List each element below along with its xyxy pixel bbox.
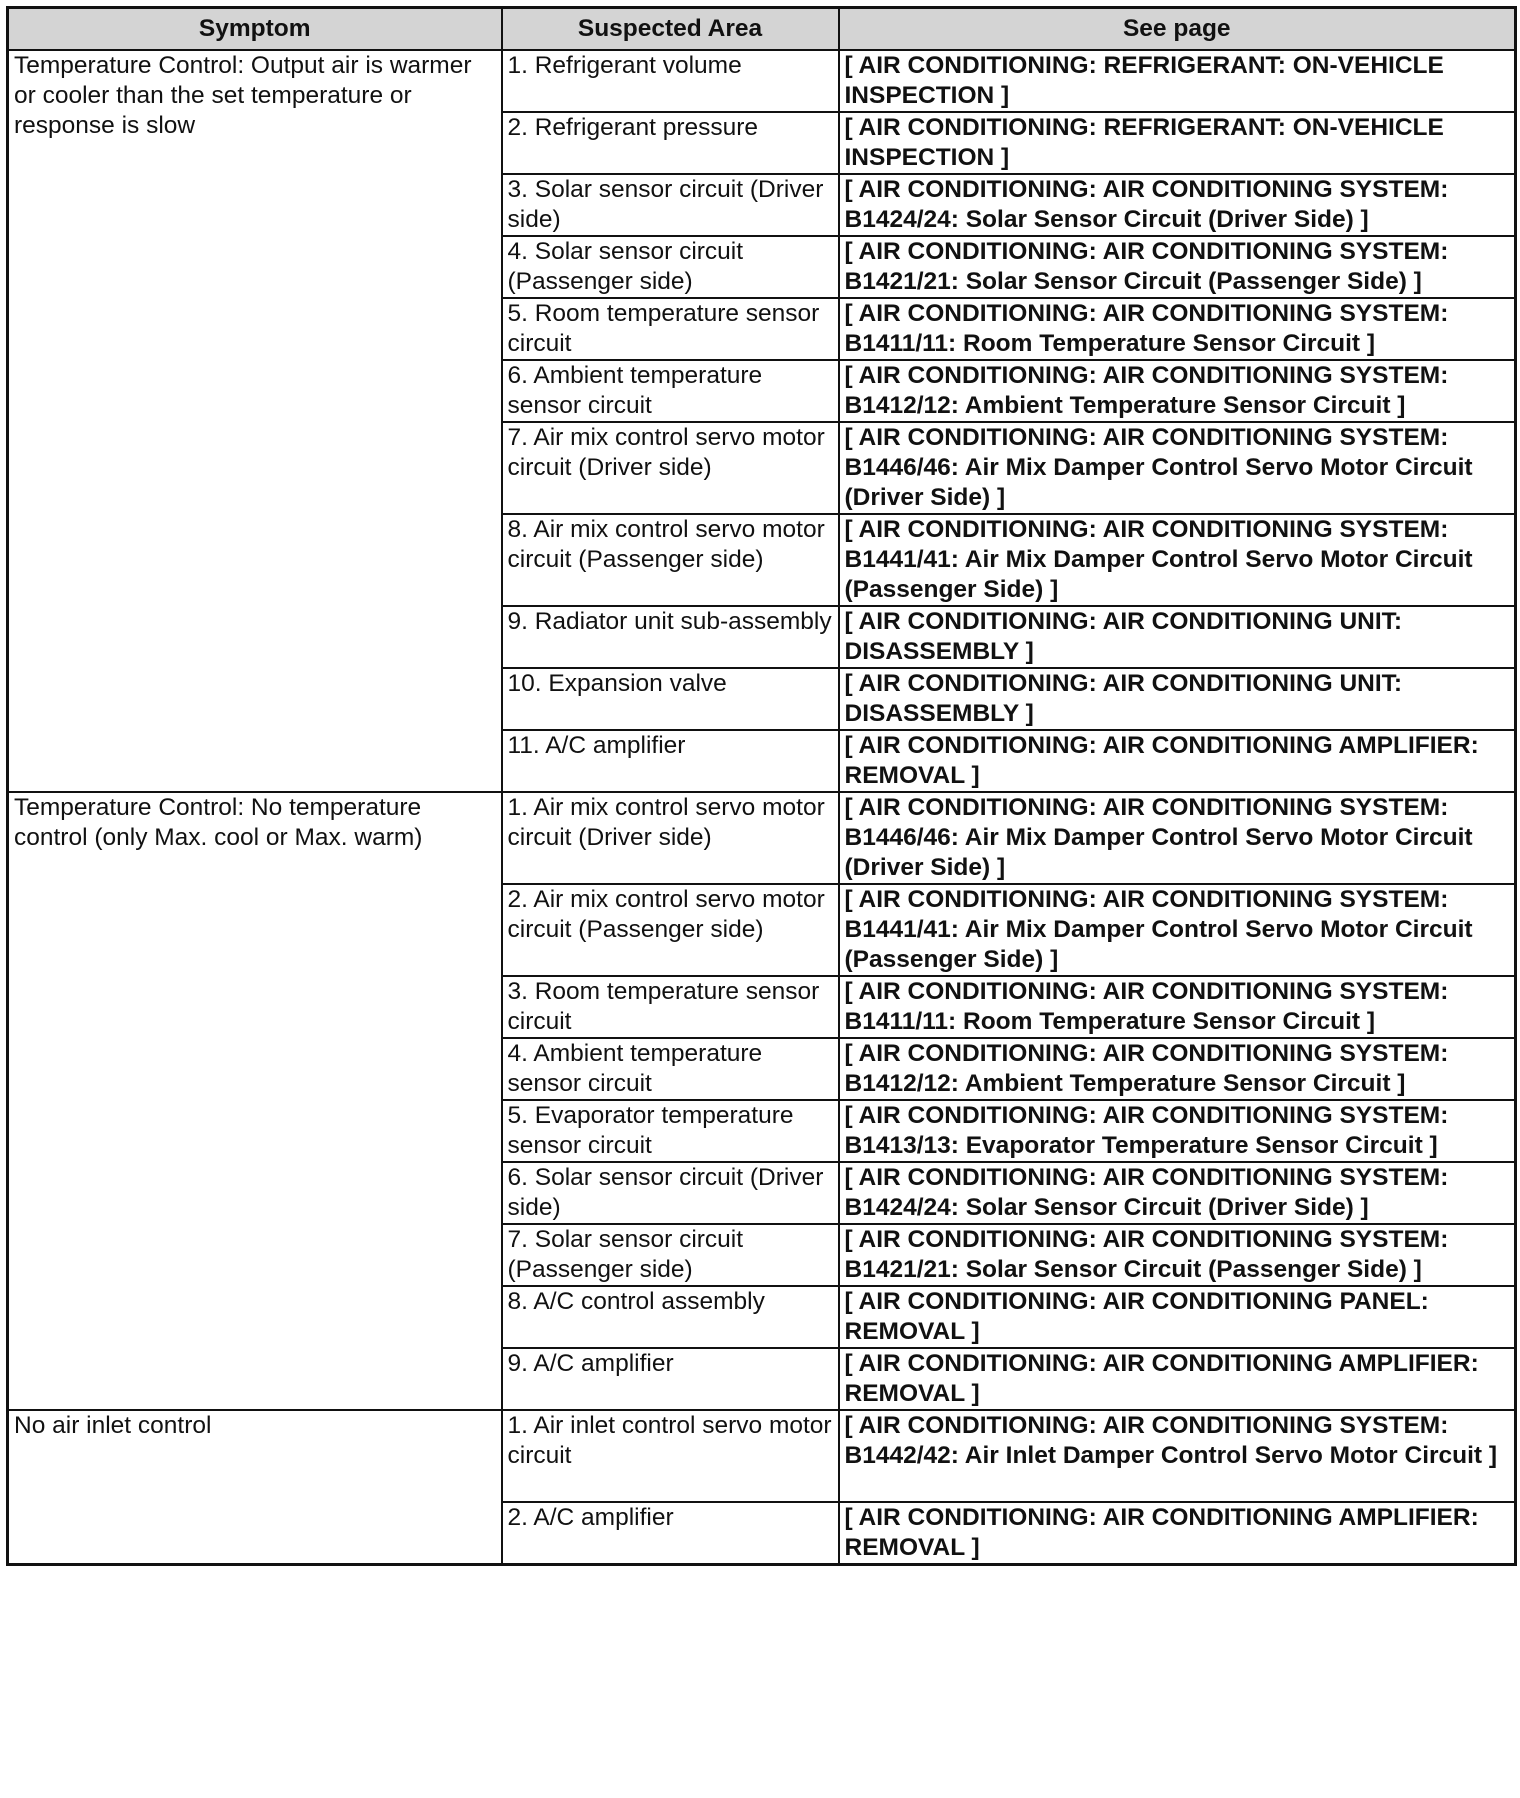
see-page-reference[interactable]: [ AIR CONDITIONING: AIR CONDITIONING SYSTEM: B1446/46: Air Mix Damper Control Servo Motor Circuit (Driver Side) ] xyxy=(839,792,1516,884)
suspected-area-cell: 1. Refrigerant volume xyxy=(502,50,839,112)
see-page-reference[interactable]: [ AIR CONDITIONING: AIR CONDITIONING SYSTEM: B1411/11: Room Temperature Sensor Circuit ] xyxy=(839,976,1516,1038)
suspected-area-cell: 1. Air mix control servo motor circuit (Driver side) xyxy=(502,792,839,884)
see-page-reference[interactable]: [ AIR CONDITIONING: AIR CONDITIONING SYSTEM: B1421/21: Solar Sensor Circuit (Passenger Side) ] xyxy=(839,236,1516,298)
see-page-reference[interactable]: [ AIR CONDITIONING: AIR CONDITIONING SYSTEM: B1442/42: Air Inlet Damper Control Servo Motor Circuit ] xyxy=(839,1410,1516,1502)
suspected-area-cell: 2. Refrigerant pressure xyxy=(502,112,839,174)
suspected-area-cell: 3. Solar sensor circuit (Driver side) xyxy=(502,174,839,236)
suspected-area-cell: 5. Evaporator temperature sensor circuit xyxy=(502,1100,839,1162)
see-page-reference[interactable]: [ AIR CONDITIONING: AIR CONDITIONING SYSTEM: B1424/24: Solar Sensor Circuit (Driver Side) ] xyxy=(839,174,1516,236)
suspected-area-cell: 4. Solar sensor circuit (Passenger side) xyxy=(502,236,839,298)
table-row xyxy=(8,792,1516,884)
see-page-reference[interactable]: [ AIR CONDITIONING: AIR CONDITIONING SYSTEM: B1441/41: Air Mix Damper Control Servo Motor Circuit (Passenger Side) ] xyxy=(839,514,1516,606)
see-page-reference[interactable]: [ AIR CONDITIONING: AIR CONDITIONING UNIT: DISASSEMBLY ] xyxy=(839,606,1516,668)
see-page-reference[interactable]: [ AIR CONDITIONING: REFRIGERANT: ON-VEHICLE INSPECTION ] xyxy=(839,50,1516,112)
see-page-reference[interactable]: [ AIR CONDITIONING: AIR CONDITIONING SYSTEM: B1421/21: Solar Sensor Circuit (Passenger Side) ] xyxy=(839,1224,1516,1286)
header-symptom: Symptom xyxy=(8,8,502,51)
suspected-area-cell: 3. Room temperature sensor circuit xyxy=(502,976,839,1038)
suspected-area-cell: 6. Ambient temperature sensor circuit xyxy=(502,360,839,422)
suspected-area-cell: 4. Ambient temperature sensor circuit xyxy=(502,1038,839,1100)
suspected-area-cell: 1. Air inlet control servo motor circuit xyxy=(502,1410,839,1502)
see-page-reference[interactable]: [ AIR CONDITIONING: AIR CONDITIONING SYSTEM: B1424/24: Solar Sensor Circuit (Driver Side) ] xyxy=(839,1162,1516,1224)
suspected-area-cell: 2. A/C amplifier xyxy=(502,1502,839,1565)
suspected-area-cell: 5. Room temperature sensor circuit xyxy=(502,298,839,360)
see-page-reference[interactable]: [ AIR CONDITIONING: REFRIGERANT: ON-VEHICLE INSPECTION ] xyxy=(839,112,1516,174)
table-row xyxy=(8,50,1516,112)
see-page-reference[interactable]: [ AIR CONDITIONING: AIR CONDITIONING SYSTEM: B1441/41: Air Mix Damper Control Servo Motor Circuit (Passenger Side) ] xyxy=(839,884,1516,976)
suspected-area-cell: 2. Air mix control servo motor circuit (Passenger side) xyxy=(502,884,839,976)
suspected-area-cell: 8. Air mix control servo motor circuit (Passenger side) xyxy=(502,514,839,606)
symptom-cell: Temperature Control: Output air is warmer or cooler than the set temperature or response is slow xyxy=(8,50,502,792)
suspected-area-cell: 7. Air mix control servo motor circuit (Driver side) xyxy=(502,422,839,514)
suspected-area-cell: 11. A/C amplifier xyxy=(502,730,839,792)
see-page-reference[interactable]: [ AIR CONDITIONING: AIR CONDITIONING AMPLIFIER: REMOVAL ] xyxy=(839,730,1516,792)
suspected-area-cell: 9. A/C amplifier xyxy=(502,1348,839,1410)
table-body xyxy=(8,50,1516,1565)
header-see-page: See page xyxy=(839,8,1516,51)
header-suspected-area: Suspected Area xyxy=(502,8,839,51)
see-page-reference[interactable]: [ AIR CONDITIONING: AIR CONDITIONING UNIT: DISASSEMBLY ] xyxy=(839,668,1516,730)
suspected-area-cell: 10. Expansion valve xyxy=(502,668,839,730)
table-row xyxy=(8,1410,1516,1502)
suspected-area-cell: 7. Solar sensor circuit (Passenger side) xyxy=(502,1224,839,1286)
symptom-cell: No air inlet control xyxy=(8,1410,502,1565)
header-row xyxy=(8,8,1516,51)
see-page-reference[interactable]: [ AIR CONDITIONING: AIR CONDITIONING SYSTEM: B1446/46: Air Mix Damper Control Servo Motor Circuit (Driver Side) ] xyxy=(839,422,1516,514)
see-page-reference[interactable]: [ AIR CONDITIONING: AIR CONDITIONING PANEL: REMOVAL ] xyxy=(839,1286,1516,1348)
suspected-area-cell: 8. A/C control assembly xyxy=(502,1286,839,1348)
see-page-reference[interactable]: [ AIR CONDITIONING: AIR CONDITIONING SYSTEM: B1413/13: Evaporator Temperature Sensor Circuit ] xyxy=(839,1100,1516,1162)
see-page-reference[interactable]: [ AIR CONDITIONING: AIR CONDITIONING SYSTEM: B1411/11: Room Temperature Sensor Circuit ] xyxy=(839,298,1516,360)
symptom-cell: Temperature Control: No temperature control (only Max. cool or Max. warm) xyxy=(8,792,502,1410)
see-page-reference[interactable]: [ AIR CONDITIONING: AIR CONDITIONING AMPLIFIER: REMOVAL ] xyxy=(839,1348,1516,1410)
see-page-reference[interactable]: [ AIR CONDITIONING: AIR CONDITIONING AMPLIFIER: REMOVAL ] xyxy=(839,1502,1516,1565)
suspected-area-cell: 6. Solar sensor circuit (Driver side) xyxy=(502,1162,839,1224)
diagnosis-table xyxy=(6,6,1517,1566)
suspected-area-cell: 9. Radiator unit sub-assembly xyxy=(502,606,839,668)
see-page-reference[interactable]: [ AIR CONDITIONING: AIR CONDITIONING SYSTEM: B1412/12: Ambient Temperature Sensor Circuit ] xyxy=(839,1038,1516,1100)
see-page-reference[interactable]: [ AIR CONDITIONING: AIR CONDITIONING SYSTEM: B1412/12: Ambient Temperature Sensor Circuit ] xyxy=(839,360,1516,422)
